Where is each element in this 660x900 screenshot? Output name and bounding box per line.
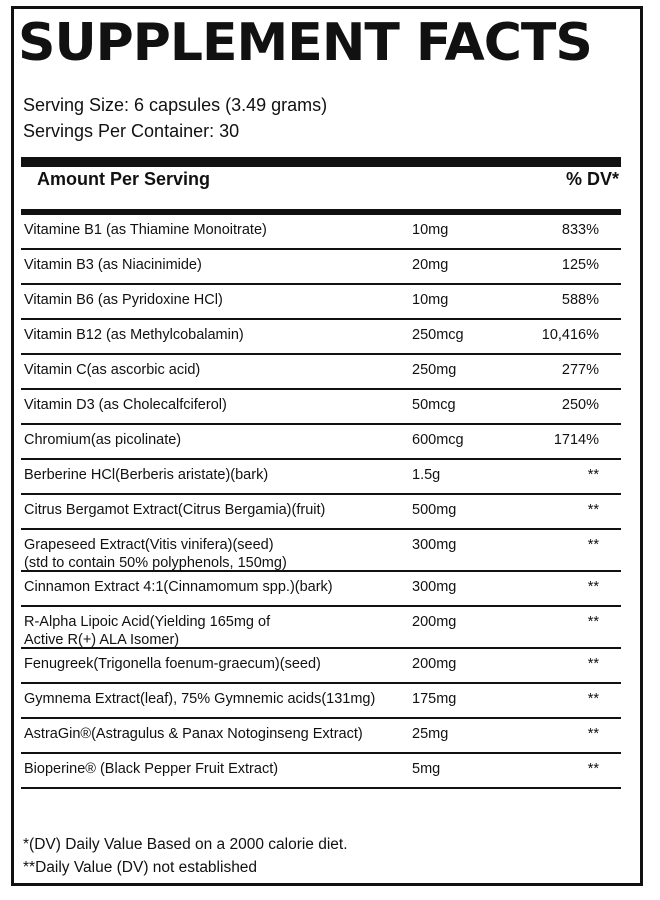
ingredient-dv: **	[587, 614, 599, 630]
ingredient-name-line-1: Fenugreek(Trigonella foenum-graecum)(seed)	[24, 656, 321, 672]
ingredient-name-line-1: Grapeseed Extract(Vitis vinifera)(seed)	[24, 537, 274, 553]
table-row	[21, 460, 621, 495]
ingredient-dv: 10,416%	[541, 327, 599, 343]
table-row	[21, 215, 621, 250]
ingredient-amount: 250mg	[412, 362, 457, 378]
ingredient-name-line-1: Vitamin B6 (as Pyridoxine HCl)	[24, 292, 223, 308]
ingredient-amount: 200mg	[412, 656, 457, 672]
table-row	[21, 425, 621, 460]
ingredient-name	[24, 690, 375, 708]
table-row	[21, 684, 621, 719]
ingredient-name	[24, 431, 181, 449]
ingredient-name	[24, 326, 244, 344]
label-title: SUPPLEMENT FACTS	[18, 13, 592, 73]
ingredient-name	[24, 221, 267, 239]
ingredient-amount: 5mg	[412, 761, 441, 777]
ingredient-amount: 10mg	[412, 222, 449, 238]
ingredient-name-line-1: Vitamine B1 (as Thiamine Monoitrate)	[24, 222, 267, 238]
ingredient-amount: 175mg	[412, 691, 457, 707]
servings-per-container: Servings Per Container: 30	[23, 121, 240, 141]
ingredient-name-line-1: R-Alpha Lipoic Acid(Yielding 165mg of	[24, 614, 271, 630]
ingredient-name-line-1: Vitamin D3 (as Cholecalfciferol)	[24, 397, 227, 413]
ingredient-amount: 250mcg	[412, 327, 464, 343]
ingredient-amount: 50mcg	[412, 397, 456, 413]
ingredient-name-line-1: Bioperine® (Black Pepper Fruit Extract)	[24, 761, 279, 777]
ingredient-dv: 588%	[561, 292, 599, 308]
ingredient-name-line-1: Chromium(as picolinate)	[24, 432, 182, 448]
table-row	[21, 285, 621, 320]
ingredient-dv: **	[587, 656, 599, 672]
ingredient-dv: **	[587, 467, 599, 483]
table-row	[21, 530, 621, 572]
ingredient-amount: 500mg	[412, 502, 457, 518]
footnote-not-established: **Daily Value (DV) not established	[23, 859, 258, 876]
ingredient-name-line-1: AstraGin®(Astragulus & Panax Notoginseng Extract)	[24, 726, 363, 742]
ingredient-name	[24, 613, 270, 649]
table-row	[21, 649, 621, 684]
table-row	[21, 754, 621, 789]
ingredient-dv: **	[587, 502, 599, 518]
ingredient-name	[24, 536, 287, 572]
ingredient-name	[24, 501, 325, 519]
serving-size: Serving Size: 6 capsules (3.49 grams)	[23, 95, 328, 115]
ingredient-name-line-1: Gymnema Extract(leaf), 75% Gymnemic acids(131mg)	[24, 691, 376, 707]
ingredient-name-line-1: Vitamin C(as ascorbic acid)	[24, 362, 201, 378]
ingredient-amount: 300mg	[412, 579, 457, 595]
ingredient-name	[24, 396, 227, 414]
table-row	[21, 495, 621, 530]
table-row	[21, 719, 621, 754]
ingredient-dv: **	[587, 537, 599, 553]
ingredient-amount: 20mg	[412, 257, 449, 273]
table-row	[21, 390, 621, 425]
ingredient-name-line-2: Active R(+) ALA Isomer)	[24, 632, 180, 648]
ingredient-name-line-1: Citrus Bergamot Extract(Citrus Bergamia)(fruit)	[24, 502, 326, 518]
ingredient-dv: 833%	[561, 222, 599, 238]
ingredient-name	[24, 760, 278, 778]
table-row	[21, 355, 621, 390]
ingredient-name-line-1: Berberine HCl(Berberis aristate)(bark)	[24, 467, 269, 483]
ingredient-dv: **	[587, 761, 599, 777]
ingredient-dv: 250%	[561, 397, 599, 413]
header-percent-dv: % DV*	[566, 169, 620, 189]
ingredient-name-line-1: Cinnamon Extract 4:1(Cinnamomum spp.)(bark)	[24, 579, 333, 595]
divider-thick	[21, 157, 621, 167]
table-row	[21, 607, 621, 649]
ingredient-name-line-1: Vitamin B12 (as Methylcobalamin)	[24, 327, 244, 343]
ingredient-dv: **	[587, 691, 599, 707]
header-amount-per-serving: Amount Per Serving	[37, 169, 211, 189]
ingredient-name-line-1: Vitamin B3 (as Niacinimide)	[24, 257, 202, 273]
table-row	[21, 320, 621, 355]
ingredient-dv: 1714%	[553, 432, 599, 448]
table-row	[21, 572, 621, 607]
ingredient-name-line-2: (std to contain 50% polyphenols, 150mg)	[24, 555, 287, 571]
ingredient-name	[24, 466, 268, 484]
ingredient-dv: **	[587, 579, 599, 595]
ingredient-amount: 10mg	[412, 292, 449, 308]
ingredient-amount: 200mg	[412, 614, 457, 630]
ingredient-dv: 277%	[561, 362, 599, 378]
table-row	[21, 250, 621, 285]
ingredient-name	[24, 361, 200, 379]
ingredient-name	[24, 291, 223, 309]
ingredient-amount: 25mg	[412, 726, 449, 742]
ingredient-name	[24, 578, 333, 596]
ingredient-dv: 125%	[561, 257, 599, 273]
ingredient-name	[24, 256, 202, 274]
ingredient-name	[24, 655, 321, 673]
ingredient-amount: 600mcg	[412, 432, 464, 448]
ingredient-dv: **	[587, 726, 599, 742]
footnote-daily-value: *(DV) Daily Value Based on a 2000 calorie diet.	[23, 836, 348, 853]
ingredient-amount: 1.5g	[412, 467, 441, 483]
ingredient-amount: 300mg	[412, 537, 457, 553]
ingredient-name	[24, 725, 363, 743]
